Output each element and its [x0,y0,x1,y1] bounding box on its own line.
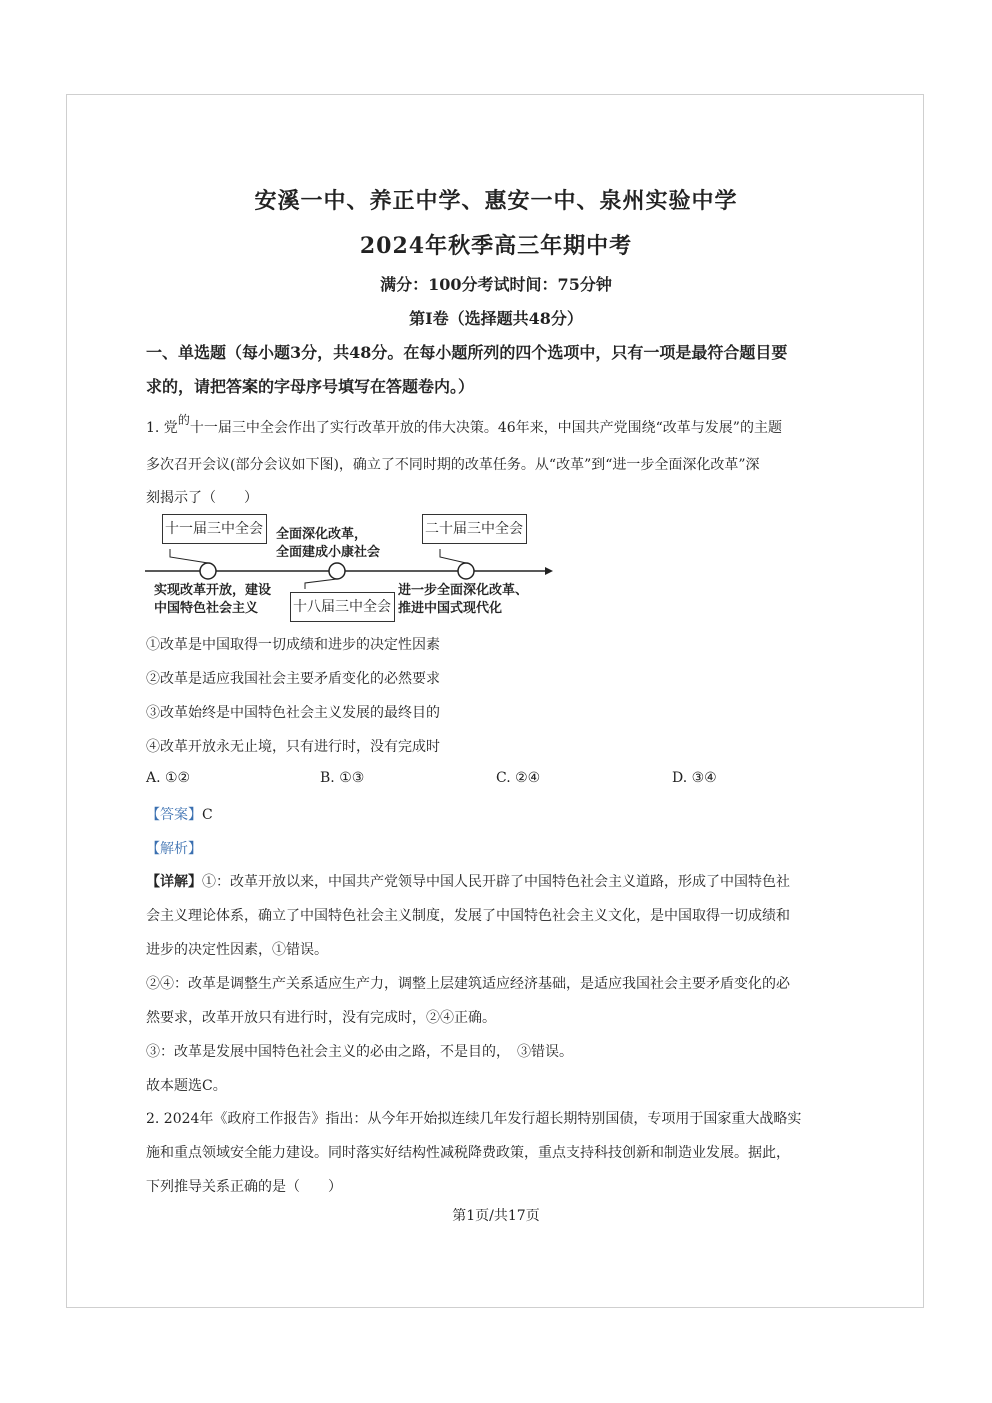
timeline-box-18th: 十八届三中全会 [290,592,395,622]
q1-superscript: 的 [177,413,190,427]
detail-line-6: ③：改革是发展中国特色社会主义的必由之路，不是目的， ③错误。 [146,1044,573,1060]
timeline-label-left-2: 中国特色社会主义 [154,601,259,616]
q1-stem-line2: 多次召开会议(部分会议如下图)，确立了不同时期的改革任务。从“改革”到“进一步全面深化改革”深 [146,457,760,473]
answer-value: C [202,807,213,823]
q1-statement-3: ③改革始终是中国特色社会主义发展的最终目的 [146,705,440,721]
q2-stem-line2: 施和重点领域安全能力建设。同时落实好结构性减税降费政策，重点支持科技创新和制造业发展。据此， [146,1145,790,1161]
timeline-label-mid-1: 全面深化改革， [276,527,368,542]
q1-option-c: C. ②④ [496,770,541,786]
q1-answer [146,804,213,824]
timeline-arrow [545,567,553,575]
callout-line-2 [305,579,337,589]
detail-line-3: 进步的决定性因素，①错误。 [146,942,328,958]
section1-heading-line2: 求的，请把答案的字母序号填写在答题卷内。） [146,377,475,396]
q1-stem-line3: 刻揭示了（ ） [146,490,258,506]
section1-heading-line1: 一、单选题（每小题3分，共48分。在每小题所列的四个选项中，只有一项是最符合题目要 [146,343,788,362]
exam-info: 满分：100分考试时间：75分钟 [380,275,612,294]
q1-statement-4: ④改革开放永无止境，只有进行时，没有完成时 [146,739,440,755]
answer-label: 【答案】 [146,807,202,823]
detail-line-1 [146,871,790,891]
timeline-label-left-1: 实现改革开放，建设 [154,583,272,598]
q1-conclusion: 故本题选C。 [146,1078,227,1094]
q1-option-b: B. ①③ [320,770,365,786]
detail-line-4: ②④：改革是调整生产关系适应生产力，调整上层建筑适应经济基础，是适应我国社会主要矛盾变化的必 [146,976,790,992]
detail-line-5: 然要求，改革开放只有进行时，没有完成时，②④正确。 [146,1010,496,1026]
analysis-label: 【解析】 [146,841,202,857]
timeline-node-1 [200,563,216,579]
timeline-box-11th: 十一届三中全会 [162,514,267,544]
detail-line-2: 会主义理论体系，确立了中国特色社会主义制度，发展了中国特色社会主义文化，是中国取得一切成绩和 [146,908,790,924]
timeline-node-2 [329,563,345,579]
callout-line-3 [440,549,466,563]
detail-label: 【详解】 [146,874,202,890]
q1-statement-2: ②改革是适应我国社会主要矛盾变化的必然要求 [146,671,440,687]
q1-option-a: A. ①② [146,770,191,786]
timeline-node-3 [458,563,474,579]
q1-option-d: D. ③④ [672,770,717,786]
exam-title-line1: 安溪一中、养正中学、惠安一中、泉州实验中学 [254,188,738,214]
volume-title: 第Ⅰ卷（选择题共48分） [409,309,583,328]
q1-stem-text: 十一届三中全会作出了实行改革开放的伟大决策。46年来，中国共产党围绕“改革与发展”的主题 [189,420,782,436]
exam-title-line2: 2024年秋季高三年期中考 [359,233,633,259]
timeline-label-right-1: 进一步全面深化改革、 [398,583,529,598]
q1-number: 1. 党 [146,420,178,436]
timeline-label-mid-2: 全面建成小康社会 [276,545,381,560]
q2-stem-line1: 2. 2024年《政府工作报告》指出：从今年开始拟连续几年发行超长期特别国债，专项用于国家重大战略实 [146,1111,802,1127]
timeline-box-20th: 二十届三中全会 [422,514,527,544]
q1-statement-1: ①改革是中国取得一切成绩和进步的决定性因素 [146,637,440,653]
page-footer: 第1页/共17页 [452,1208,540,1224]
timeline-label-right-2: 推进中国式现代化 [398,601,503,616]
q2-stem-line3: 下列推导关系正确的是（ ） [146,1179,342,1195]
detail-text-1: ①：改革开放以来，中国共产党领导中国人民开辟了中国特色社会主义道路，形成了中国特色社 [202,874,790,890]
callout-line-1 [170,549,208,563]
q1-stem-line1 [146,413,782,437]
